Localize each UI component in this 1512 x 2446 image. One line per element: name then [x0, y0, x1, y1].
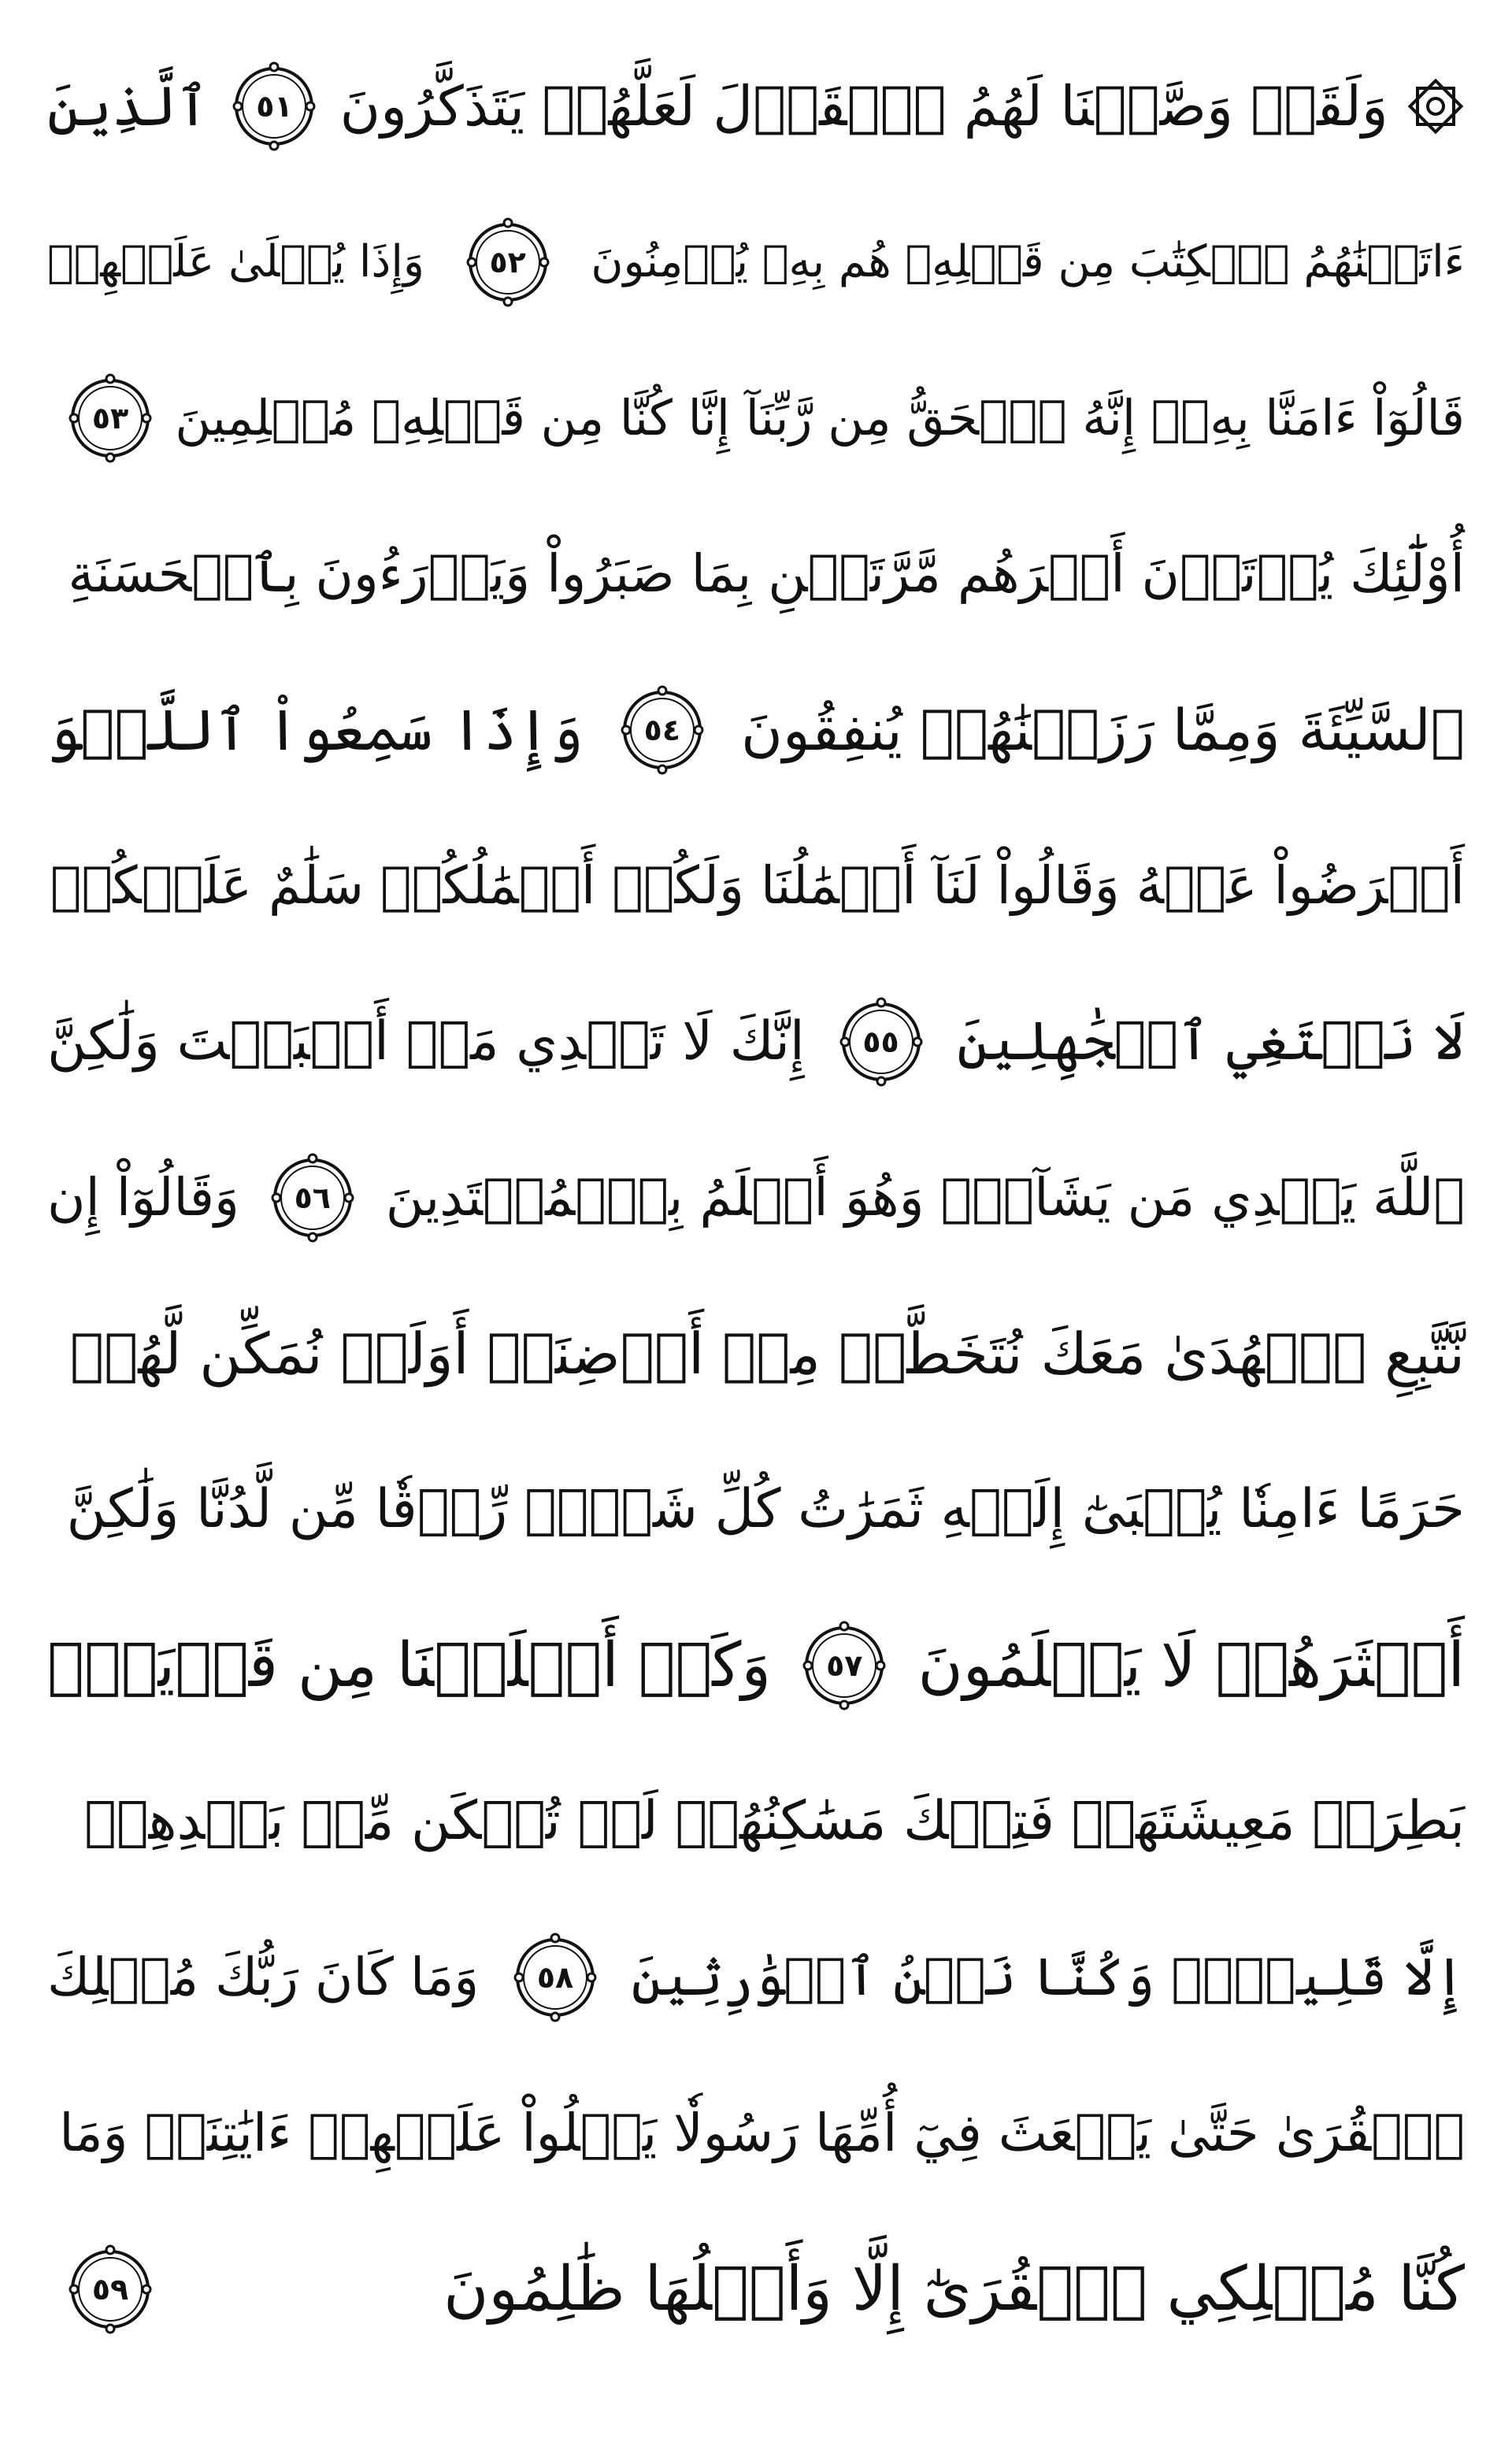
verse-text: إِلَّا قَلِيلٗاۖ وَكُنَّا نَحۡنُ ٱلۡوَٰرِثِينَ [631, 1947, 1465, 2007]
ayah-number-marker [836, 996, 927, 1088]
ayah-number: ٥٨ [536, 1960, 574, 1995]
verse-text: حَرَمًا ءَامِنٗا يُجۡبَىٰٓ إِلَيۡهِ ثَمَرَٰتُ كُلِّ شَيۡءٖ رِّزۡقٗا مِّن لَّدُنَّا وَلَٰكِنَّ [66, 1478, 1465, 1540]
ayah-number: ٥٥ [862, 1025, 899, 1059]
verse-text: وَمَا كَانَ رَبُّكَ مُهۡلِكَ [47, 1947, 480, 2007]
verse-text: ٱللَّهَ يَهۡدِي مَن يَشَآءُۚ وَهُوَ أَعۡلَمُ بِٱلۡمُهۡتَدِينَ [385, 1167, 1465, 1228]
ayah-number: ٥٢ [489, 245, 526, 280]
verse-line [47, 511, 1465, 637]
ayah-number: ٥١ [256, 89, 293, 124]
verse-line [47, 667, 1465, 793]
ayah-number-marker [267, 1152, 358, 1243]
verse-line [47, 1447, 1465, 1573]
verse-text: كُنَّا مُهۡلِكِي ٱلۡقُرَىٰٓ إِلَّا وَأَهۡلُهَا ظَٰلِمُونَ [443, 2254, 1465, 2325]
ayah-number: ٥٤ [643, 713, 681, 747]
ayah-number-marker [462, 217, 554, 308]
verse-line [47, 979, 1465, 1105]
verse-text: وَكَمۡ أَهۡلَكۡنَا مِن قَرۡيَةِۭ [47, 1630, 772, 1701]
verse-line [47, 1603, 1465, 1729]
verse-line [47, 1759, 1465, 1885]
verse-text: وَقَالُوٓاْ إِن [47, 1167, 239, 1228]
verse-line [47, 355, 1465, 481]
ayah-number-marker [799, 1620, 890, 1711]
ayah-number: ٥٦ [294, 1180, 331, 1215]
verse-line [47, 2226, 1465, 2352]
verse-text: ٱلسَّيِّئَةَ وَمِمَّا رَزَقۡنَٰهُمۡ يُنفِقُونَ [741, 697, 1465, 763]
verse-text: وَإِذَا سَمِعُواْ ٱللَّغۡوَ [47, 697, 584, 763]
verse-text: لَا نَبۡتَغِي ٱلۡجَٰهِلِينَ [957, 1010, 1465, 1073]
verse-text: ٱلَّذِينَ [47, 74, 209, 139]
verse-text: وَلَقَدۡ وَصَّلۡنَا لَهُمُ ٱلۡقَوۡلَ لَعَلَّهُمۡ يَتَذَكَّرُونَ [339, 74, 1388, 139]
ayah-number: ٥٩ [91, 2272, 129, 2307]
verse-text: إِنَّكَ لَا تَهۡدِي مَنۡ أَحۡبَبۡتَ وَلَٰكِنَّ [47, 1010, 805, 1073]
ayah-number-marker [65, 2244, 156, 2335]
ayah-number-marker [510, 1932, 601, 2023]
verse-line [47, 199, 1465, 325]
verse-text: ءَاتَيۡنَٰهُمُ ٱلۡكِتَٰبَ مِن قَبۡلِهِۦ هُم بِهِۦ يُؤۡمِنُونَ [591, 236, 1465, 287]
verse-line [47, 1135, 1465, 1261]
ayah-number-marker [65, 372, 156, 464]
rub-el-hizb-icon [1406, 77, 1465, 135]
verse-line [47, 1291, 1465, 1417]
verse-line [47, 43, 1465, 169]
verse-text: أَعۡرَضُواْ عَنۡهُ وَقَالُواْ لَنَآ أَعۡمَٰلُنَا وَلَكُمۡ أَعۡمَٰلُكُمۡ سَلَٰمٌ عَلَيۡكُمۡ [50, 855, 1465, 916]
verse-line [47, 2070, 1465, 2196]
verse-text: قَالُوٓاْ ءَامَنَّا بِهِۦٓ إِنَّهُ ٱلۡحَقُّ مِن رَّبِّنَآ إِنَّا كُنَّا مِن قَبۡلِهِۦ مُسۡلِمِينَ [175, 389, 1465, 447]
verse-text: وَإِذَا يُتۡلَىٰ عَلَيۡهِمۡ [47, 236, 424, 287]
verse-text: بَطِرَتۡ مَعِيشَتَهَاۖ فَتِلۡكَ مَسَٰكِنُهُمۡ لَمۡ تُسۡكَن مِّنۢ بَعۡدِهِمۡ [83, 1790, 1465, 1852]
ayah-number: ٥٣ [91, 401, 129, 435]
ayah-number: ٥٧ [826, 1648, 863, 1683]
verse-line [47, 1914, 1465, 2040]
verse-text: أَكۡثَرَهُمۡ لَا يَعۡلَمُونَ [917, 1630, 1465, 1701]
verse-text: أُوْلَٰٓئِكَ يُؤۡتَوۡنَ أَجۡرَهُم مَّرَّتَيۡنِ بِمَا صَبَرُواْ وَيَدۡرَءُونَ بِٱلۡحَسَنَةِ [68, 543, 1465, 604]
verse-text: نَّتَّبِعِ ٱلۡهُدَىٰ مَعَكَ نُتَخَطَّفۡ مِنۡ أَرۡضِنَآۚ أَوَلَمۡ نُمَكِّن لَّهُمۡ [69, 1321, 1465, 1387]
ayah-number-marker [617, 684, 708, 776]
verse-line [47, 823, 1465, 949]
ayah-number-marker [228, 61, 320, 152]
verse-text: ٱلۡقُرَىٰ حَتَّىٰ يَبۡعَثَ فِيٓ أُمِّهَا رَسُولٗا يَتۡلُواْ عَلَيۡهِمۡ ءَايَٰتِنَاۚ وَمَا [59, 2103, 1465, 2163]
